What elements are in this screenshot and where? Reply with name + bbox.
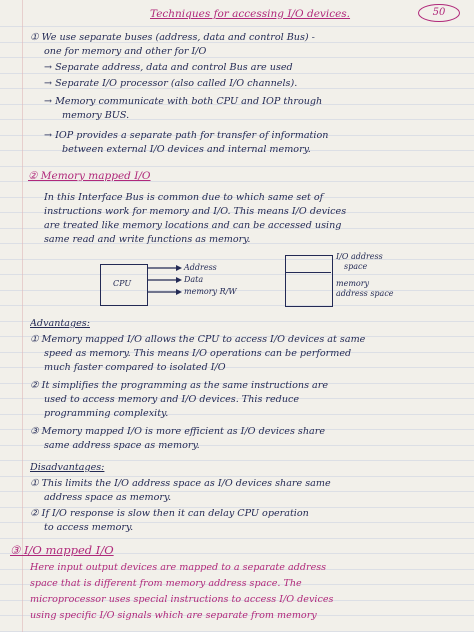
address-space-box bbox=[285, 255, 333, 307]
cpu-box bbox=[100, 264, 148, 306]
disadvantage-line: to access memory. bbox=[44, 522, 134, 533]
section2-text: In this Interface Bus is common due to which same set of bbox=[44, 192, 324, 203]
section3-text: space that is different from memory address space. The bbox=[30, 578, 302, 589]
intro-line: between external I/O devices and internal memory. bbox=[62, 144, 311, 155]
data-line-label: Data bbox=[184, 275, 204, 284]
intro-line: → Separate address, data and control Bus are used bbox=[44, 62, 293, 73]
advantage-line: speed as memory. This means I/O operations can be performed bbox=[44, 348, 352, 359]
disadvantage-line: address space as memory. bbox=[44, 492, 172, 503]
io-space-label: I/O address bbox=[336, 252, 383, 261]
page-title: Techniques for accessing I/O devices. bbox=[150, 8, 351, 20]
advantage-line: ① Memory mapped I/O allows the CPU to access I/O devices at same bbox=[30, 334, 366, 345]
section-title-memory-mapped: ② Memory mapped I/O bbox=[28, 170, 151, 182]
section3-text: using specific I/O signals which are separate from memory bbox=[30, 610, 317, 621]
intro-line: → Separate I/O processor (also called I/O channels). bbox=[44, 78, 298, 89]
ruled-line bbox=[0, 476, 474, 477]
section2-text: are treated like memory locations and can be accessed using bbox=[44, 220, 342, 231]
section2-text: instructions work for memory and I/O. This means I/O devices bbox=[44, 206, 347, 217]
advantage-line: ③ Memory mapped I/O is more efficient as I/O devices share bbox=[30, 426, 326, 437]
disadvantage-line: ① This limits the I/O address space as I/O devices share same bbox=[30, 478, 331, 489]
ruled-line bbox=[0, 166, 474, 167]
section3-text: microprocessor uses special instructions to access I/O devices bbox=[30, 594, 334, 605]
address-space-divider bbox=[285, 272, 331, 273]
rw-line-label: memory R/W bbox=[184, 287, 237, 296]
intro-line: → IOP provides a separate path for transfer of information bbox=[44, 130, 329, 141]
io-space-label: space bbox=[344, 262, 368, 271]
advantage-line: much faster compared to isolated I/O bbox=[44, 362, 226, 373]
intro-line: ① We use separate buses (address, data and control Bus) - bbox=[30, 32, 315, 43]
ruled-line bbox=[0, 290, 474, 291]
ruled-line bbox=[0, 538, 474, 539]
advantage-line: used to access memory and I/O devices. This reduce bbox=[44, 394, 300, 405]
cpu-label: CPU bbox=[113, 279, 132, 288]
ruled-line bbox=[0, 305, 474, 306]
address-line-label: Address bbox=[184, 263, 217, 272]
ruled-line bbox=[0, 460, 474, 461]
section2-text: same read and write functions as memory. bbox=[44, 234, 251, 245]
advantage-line: programming complexity. bbox=[44, 408, 169, 419]
disadvantage-line: ② If I/O response is slow then it can delay CPU operation bbox=[30, 508, 309, 519]
intro-line: one for memory and other for I/O bbox=[44, 46, 207, 57]
margin-line bbox=[22, 0, 23, 632]
disadvantages-title: Disadvantages: bbox=[30, 462, 105, 473]
advantage-line: same address space as memory. bbox=[44, 440, 200, 451]
ruled-line bbox=[0, 26, 474, 27]
intro-line: → Memory communicate with both CPU and IOP through bbox=[44, 96, 323, 107]
mem-space-label: address space bbox=[336, 289, 394, 298]
mem-space-label: memory bbox=[336, 279, 370, 288]
advantage-line: ② It simplifies the programming as the same instructions are bbox=[30, 380, 329, 391]
ruled-line bbox=[0, 274, 474, 275]
ruled-line bbox=[0, 631, 474, 632]
advantages-title: Advantages: bbox=[30, 318, 90, 329]
intro-line: memory BUS. bbox=[62, 110, 130, 121]
ruled-line bbox=[0, 259, 474, 260]
section-title-io-mapped: ③ I/O mapped I/O bbox=[10, 544, 114, 556]
page-number: 50 bbox=[418, 4, 460, 22]
section3-text: Here input output devices are mapped to a separate address bbox=[30, 562, 327, 573]
